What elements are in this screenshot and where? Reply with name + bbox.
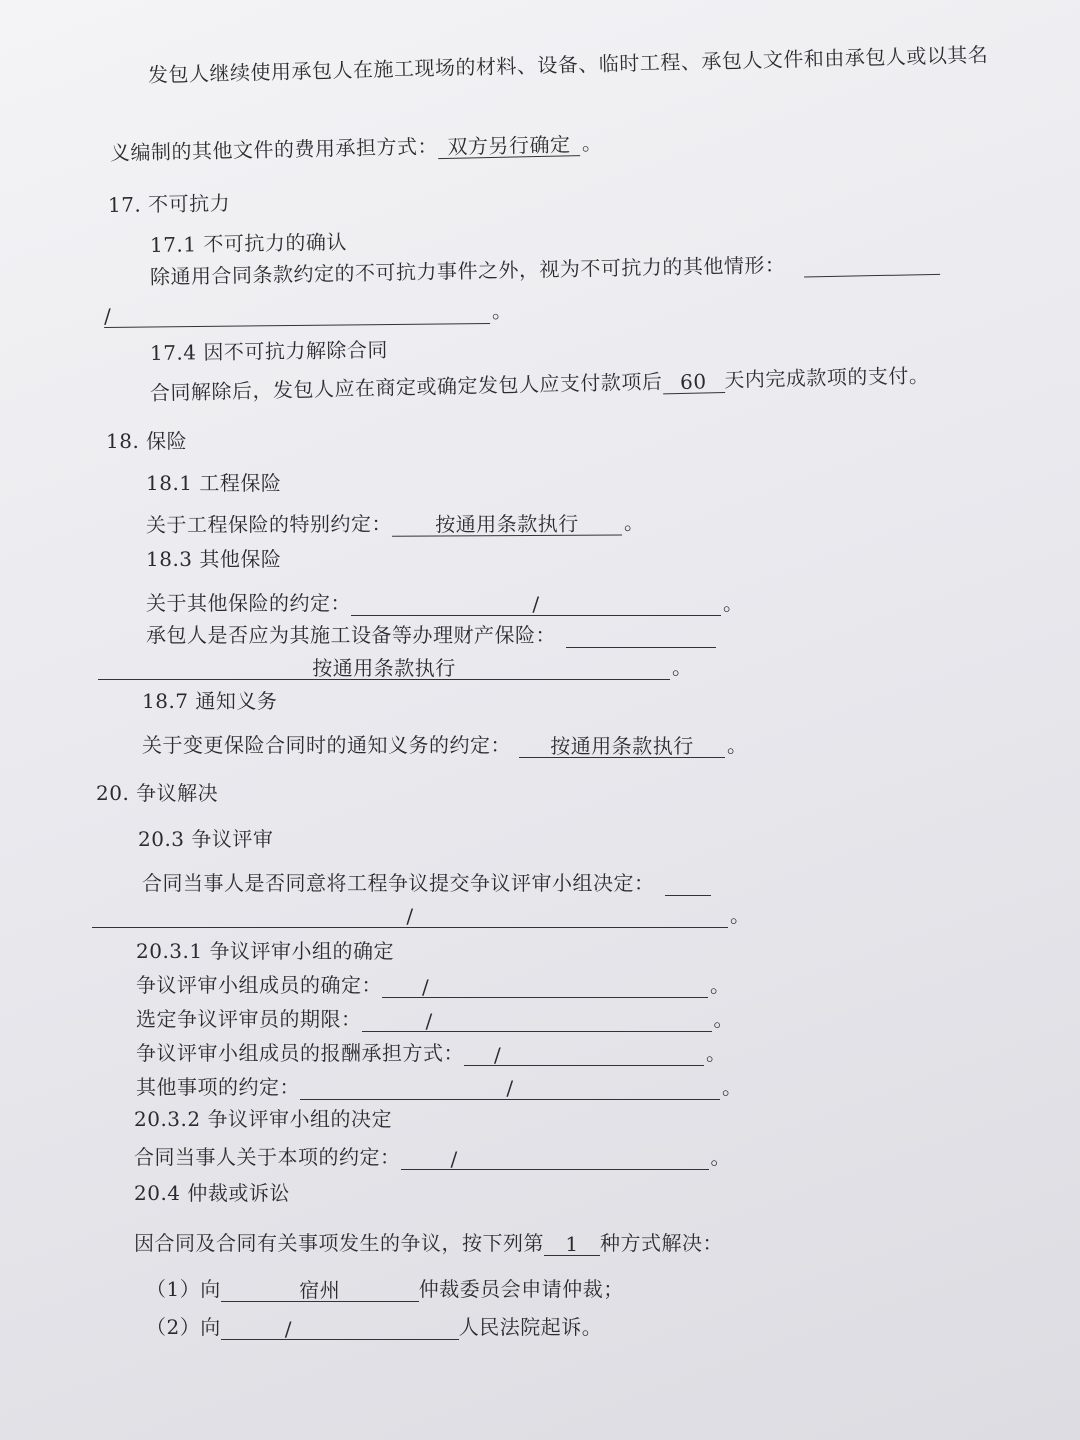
resolution-method-blank	[544, 1231, 600, 1256]
subsection-heading	[142, 688, 277, 714]
blank-line	[566, 623, 716, 648]
heading-text: 18.7 通知义务	[142, 689, 278, 713]
subsection-heading	[134, 1106, 392, 1132]
section-heading	[108, 190, 231, 218]
filled-value: 按通用条款执行	[550, 734, 694, 758]
clause-line	[92, 902, 751, 928]
blank-line	[665, 871, 711, 896]
engineering-insurance-blank	[392, 511, 622, 537]
punctuation: 。	[723, 591, 744, 615]
clause-line	[146, 1314, 602, 1340]
filled-value: /	[406, 904, 414, 928]
filled-value: 宿州	[299, 1278, 341, 1302]
subsection-heading	[134, 1180, 290, 1206]
filled-value: /	[284, 1317, 292, 1341]
blank-line	[803, 250, 939, 278]
filled-value: 双方另行确定	[447, 132, 571, 159]
clause-text: 除通用合同条款约定的不可抗力事件之外，视为不可抗力的其他情形：	[149, 252, 786, 289]
clause-text: 仲裁委员会申请仲裁；	[418, 1277, 624, 1301]
clause-line	[98, 654, 693, 680]
filled-value: /	[450, 1147, 458, 1171]
cost-bearing-blank	[438, 131, 580, 159]
filled-value: 60	[679, 369, 707, 394]
clause-text: 合同当事人是否同意将工程争议提交争议评审小组决定：	[142, 871, 655, 895]
other-insurance-blank	[351, 591, 721, 616]
clause-text: 关于变更保险合同时的通知义务的约定：	[142, 733, 511, 757]
remuneration-blank	[464, 1042, 704, 1066]
clause-line	[148, 41, 989, 88]
clause-line	[134, 1230, 723, 1256]
punctuation: 。	[491, 298, 513, 323]
punctuation: 。	[727, 733, 748, 757]
section-heading	[96, 780, 218, 806]
clause-text: 发包人继续使用承包人在施工现场的材料、设备、临时工程、承包人文件和由承包人或以其名	[147, 42, 989, 87]
arbitration-city-blank	[221, 1277, 419, 1302]
punctuation: 。	[672, 655, 693, 679]
heading-text: 20.3 争议评审	[138, 827, 274, 851]
punctuation: 。	[710, 1145, 731, 1169]
clause-line	[142, 870, 711, 896]
heading-text: 20.4 仲裁或诉讼	[134, 1181, 290, 1205]
heading-text: 18.3 其他保险	[146, 547, 282, 571]
clause-line	[136, 1040, 727, 1066]
clause-line	[142, 732, 748, 758]
punctuation: 。	[710, 973, 731, 997]
reviewer-deadline-blank	[362, 1008, 712, 1032]
subsection-heading	[146, 546, 281, 572]
clause-line	[136, 972, 731, 998]
subsection-heading	[138, 826, 273, 852]
clause-line	[146, 590, 744, 616]
punctuation: 。	[722, 1075, 743, 1099]
clause-text: 人民法院起诉。	[458, 1315, 603, 1339]
punctuation: 。	[713, 1007, 734, 1031]
clause-line	[136, 1074, 743, 1100]
clause-line	[146, 1276, 624, 1302]
clause-text: 天内完成款项的支付。	[724, 363, 930, 392]
notice-obligation-blank	[519, 733, 725, 758]
heading-text: 18. 保险	[106, 429, 188, 453]
clause-text: 关于工程保险的特别约定：	[145, 511, 393, 537]
other-matters-blank	[300, 1075, 720, 1100]
heading-text: 17. 不可抗力	[107, 191, 231, 217]
panel-member-blank	[382, 974, 708, 998]
punctuation: 。	[730, 903, 751, 927]
clause-line	[136, 1006, 734, 1032]
payment-days-blank	[662, 368, 725, 394]
clause-text: 选定争议评审员的期限：	[136, 1007, 362, 1031]
clause-line	[110, 130, 603, 166]
subsection-heading	[150, 337, 388, 366]
punctuation: 。	[581, 130, 603, 156]
heading-text: 20.3.1 争议评审小组的确定	[136, 939, 394, 963]
filled-value: 按通用条款执行	[435, 511, 579, 537]
clause-text: 义编制的其他文件的费用承担方式：	[109, 134, 439, 165]
clause-text: 争议评审小组成员的报酬承担方式：	[136, 1041, 464, 1065]
filled-value: 按通用条款执行	[312, 656, 456, 680]
filled-value: /	[422, 975, 430, 999]
heading-text: 18.1 工程保险	[146, 471, 282, 495]
clause-text: 种方式解决：	[600, 1231, 723, 1255]
clause-text: 争议评审小组成员的确定：	[136, 973, 382, 997]
subsection-heading	[146, 470, 281, 496]
filled-value: 1	[565, 1232, 579, 1256]
heading-text: 20.3.2 争议评审小组的决定	[134, 1107, 392, 1131]
court-blank	[221, 1316, 459, 1340]
clause-text: 关于其他保险的约定：	[146, 591, 351, 615]
clause-text: 合同当事人关于本项的约定：	[134, 1145, 401, 1169]
filled-value: /	[425, 1009, 433, 1033]
punctuation: 。	[623, 510, 645, 535]
clause-line	[146, 509, 645, 538]
heading-text: 17.4 因不可抗力解除合同	[149, 337, 389, 365]
clause-line	[104, 298, 513, 328]
clause-text: 承包人是否应为其施工设备等办理财产保险：	[146, 623, 556, 647]
heading-text: 20. 争议解决	[96, 781, 219, 805]
filled-value: /	[103, 303, 112, 328]
subsection-heading	[136, 938, 394, 964]
clause-line	[150, 362, 930, 406]
clause-text: （1）向	[146, 1277, 221, 1301]
clause-text: 因合同及合同有关事项发生的争议，按下列第	[134, 1231, 544, 1255]
dispute-review-consent-blank	[92, 903, 728, 928]
section-heading	[106, 428, 187, 454]
clause-line	[134, 1144, 731, 1170]
heading-text: 17.1 不可抗力的确认	[149, 229, 348, 257]
clause-line	[146, 622, 716, 648]
panel-decision-blank	[401, 1146, 709, 1170]
clause-text: （2）向	[146, 1315, 221, 1339]
filled-value: /	[506, 1076, 514, 1100]
clause-text: 其他事项的约定：	[136, 1075, 300, 1099]
property-insurance-blank	[98, 655, 670, 680]
filled-value: /	[494, 1043, 502, 1067]
clause-text: 合同解除后，发包人应在商定或确定发包人应支付款项后	[149, 369, 663, 405]
subsection-heading	[150, 229, 347, 258]
force-majeure-blank	[104, 299, 490, 328]
filled-value: /	[532, 592, 540, 616]
punctuation: 。	[706, 1041, 727, 1065]
